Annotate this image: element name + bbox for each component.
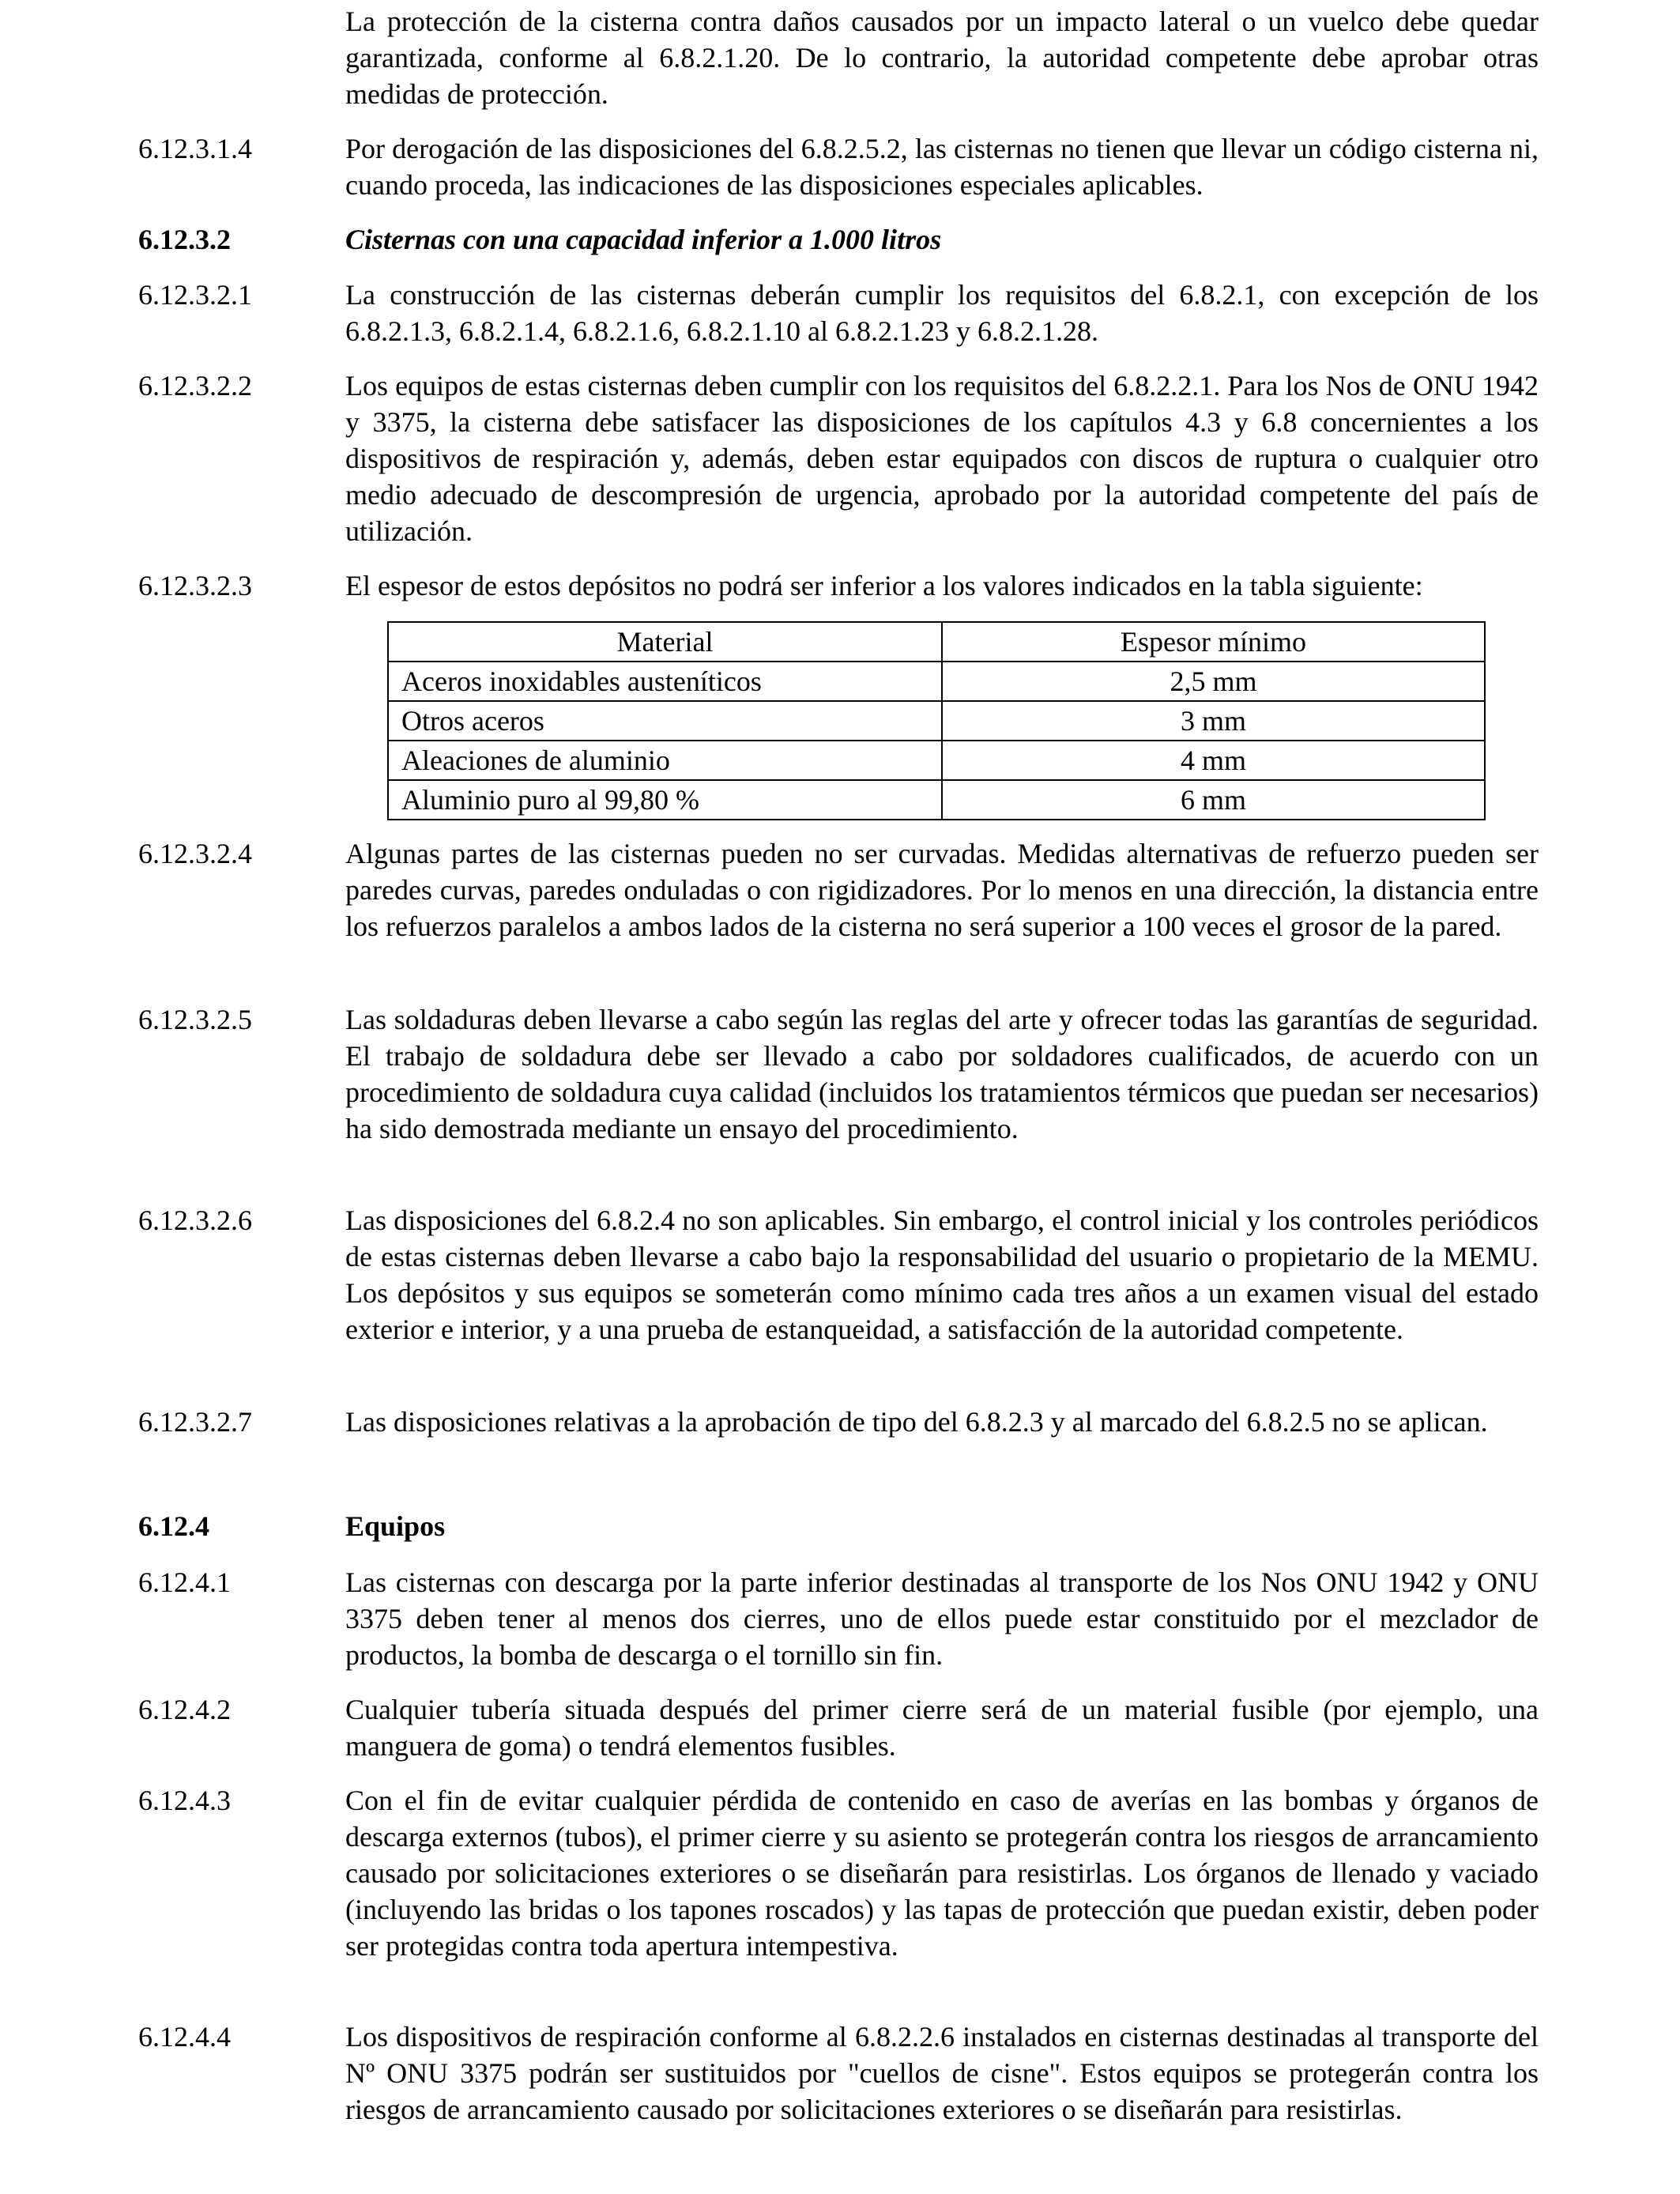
heading-text: Equipos — [345, 1510, 446, 1542]
section-number: 6.12.3.2.6 — [138, 1204, 252, 1236]
section-number: 6.12.3.2.5 — [138, 1004, 252, 1035]
section-number: 6.12.3.2 — [138, 224, 231, 255]
paragraph-text: Los dispositivos de respiración conforme al 6.8.2.2.6 instalados en cisternas destinadas al transporte del Nº ONU 3375 podrán ser sustituidos por "cuellos de cisne". Estos equipos se protegerán contra los riesgos de arrancamiento causado por solicitaciones exteriores o se diseñarán para resistirlas. — [345, 2021, 1539, 2125]
section-number: 6.12.3.2.2 — [138, 370, 252, 401]
paragraph-text: Por derogación de las disposiciones del 6.8.2.5.2, las cisternas no tienen que llevar un código cisterna ni, cuando proceda, las indicaciones de las disposiciones especiales aplicables. — [345, 133, 1539, 201]
table-cell: Otros aceros — [388, 701, 942, 741]
table-cell: 6 mm — [942, 780, 1485, 820]
table-header-row — [388, 622, 1485, 662]
section-number: 6.12.3.2.7 — [138, 1406, 252, 1438]
paragraph-text: La construcción de las cisternas deberán cumplir los requisitos del 6.8.2.1, con excepción de los 6.8.2.1.3, 6.8.2.1.4, 6.8.2.1.6, 6.8.2.1.10 al 6.8.2.1.23 y 6.8.2.1.28. — [345, 279, 1539, 347]
section-number: 6.12.4.1 — [138, 1566, 231, 1598]
section-number: 6.12.4.3 — [138, 1785, 231, 1816]
paragraph-text: La protección de la cisterna contra daños causados por un impacto lateral o un vuelco debe quedar garantizada, conforme al 6.8.2.1.20. De lo contrario, la autoridad competente debe aprobar otras medidas de protección. — [345, 6, 1539, 110]
table-row — [388, 662, 1485, 701]
table-cell: 2,5 mm — [942, 662, 1485, 701]
table-cell: Aceros inoxidables austeníticos — [388, 662, 942, 701]
table-header: Espesor mínimo — [942, 622, 1485, 662]
paragraph-text: Las disposiciones del 6.8.2.4 no son aplicables. Sin embargo, el control inicial y los controles periódicos de estas cisternas deben llevarse a cabo bajo la responsabilidad del usuario o propietario de la MEMU. Los depósitos y sus equipos se someterán como mínimo cada tres años a un examen visual del estado exterior e interior, y a una prueba de estanqueidad, a satisfacción de la autoridad competente. — [345, 1204, 1539, 1345]
table-row — [388, 741, 1485, 780]
section-number: 6.12.4.2 — [138, 1694, 231, 1725]
section-number: 6.12.3.2.1 — [138, 279, 252, 311]
paragraph-text: Las soldaduras deben llevarse a cabo según las reglas del arte y ofrecer todas las garantías de seguridad. El trabajo de soldadura debe ser llevado a cabo por soldadores cualificados, de acuerdo con un procedimiento de soldadura cuya calidad (incluidos los tratamientos térmicos que puedan ser necesarios) ha sido demostrada mediante un ensayo del procedimiento. — [345, 1004, 1539, 1144]
heading-text: Cisternas con una capacidad inferior a 1.000 litros — [345, 224, 942, 255]
table-cell: 4 mm — [942, 741, 1485, 780]
paragraph-text: Las disposiciones relativas a la aprobación de tipo del 6.8.2.3 y al marcado del 6.8.2.5 no se aplican. — [345, 1406, 1488, 1438]
table-cell: 3 mm — [942, 701, 1485, 741]
paragraph-text: Cualquier tubería situada después del primer cierre será de un material fusible (por ejemplo, una manguera de goma) o tendrá elementos fusibles. — [345, 1694, 1539, 1762]
section-number: 6.12.3.2.4 — [138, 838, 252, 869]
table-cell: Aleaciones de aluminio — [388, 741, 942, 780]
thickness-table — [387, 621, 1486, 820]
paragraph-text: Con el fin de evitar cualquier pérdida de contenido en caso de averías en las bombas y órganos de descarga externos (tubos), el primer cierre y su asiento se protegerán contra los riesgos de arrancamiento causado por solicitaciones exteriores o se diseñarán para resistirlas. Los órganos de llenado y vaciado (incluyendo las bridas o los tapones roscados) y las tapas de protección que puedan existir, deben poder ser protegidas contra toda apertura intempestiva. — [345, 1785, 1539, 1962]
section-number: 6.12.4 — [138, 1510, 209, 1542]
section-number: 6.12.3.1.4 — [138, 133, 252, 164]
section-number: 6.12.3.2.3 — [138, 570, 252, 601]
paragraph-text: Algunas partes de las cisternas pueden no ser curvadas. Medidas alternativas de refuerzo pueden ser paredes curvas, paredes onduladas o con rigidizadores. Por lo menos en una dirección, la distancia entre los refuerzos paralelos a ambos lados de la cisterna no será superior a 100 veces el grosor de la pared. — [345, 838, 1539, 942]
section-number: 6.12.4.4 — [138, 2021, 231, 2053]
table-row — [388, 701, 1485, 741]
paragraph-text: Las cisternas con descarga por la parte inferior destinadas al transporte de los Nos ONU 1942 y ONU 3375 deben tener al menos dos cierres, uno de ellos puede estar constituido por el mezclador de productos, la bomba de descarga o el tornillo sin fin. — [345, 1566, 1539, 1671]
table-row — [388, 780, 1485, 820]
table-cell: Aluminio puro al 99,80 % — [388, 780, 942, 820]
paragraph-text: El espesor de estos depósitos no podrá ser inferior a los valores indicados en la tabla siguiente: — [345, 570, 1423, 601]
paragraph-text: Los equipos de estas cisternas deben cumplir con los requisitos del 6.8.2.2.1. Para los Nos de ONU 1942 y 3375, la cisterna debe satisfacer las disposiciones de los capítulos 4.3 y 6.8 concernientes a los dispositivos de respiración y, además, deben estar equipados con discos de ruptura o cualquier otro medio adecuado de descompresión de urgencia, aprobado por la autoridad competente del país de utilización. — [345, 370, 1539, 547]
table-header: Material — [388, 622, 942, 662]
